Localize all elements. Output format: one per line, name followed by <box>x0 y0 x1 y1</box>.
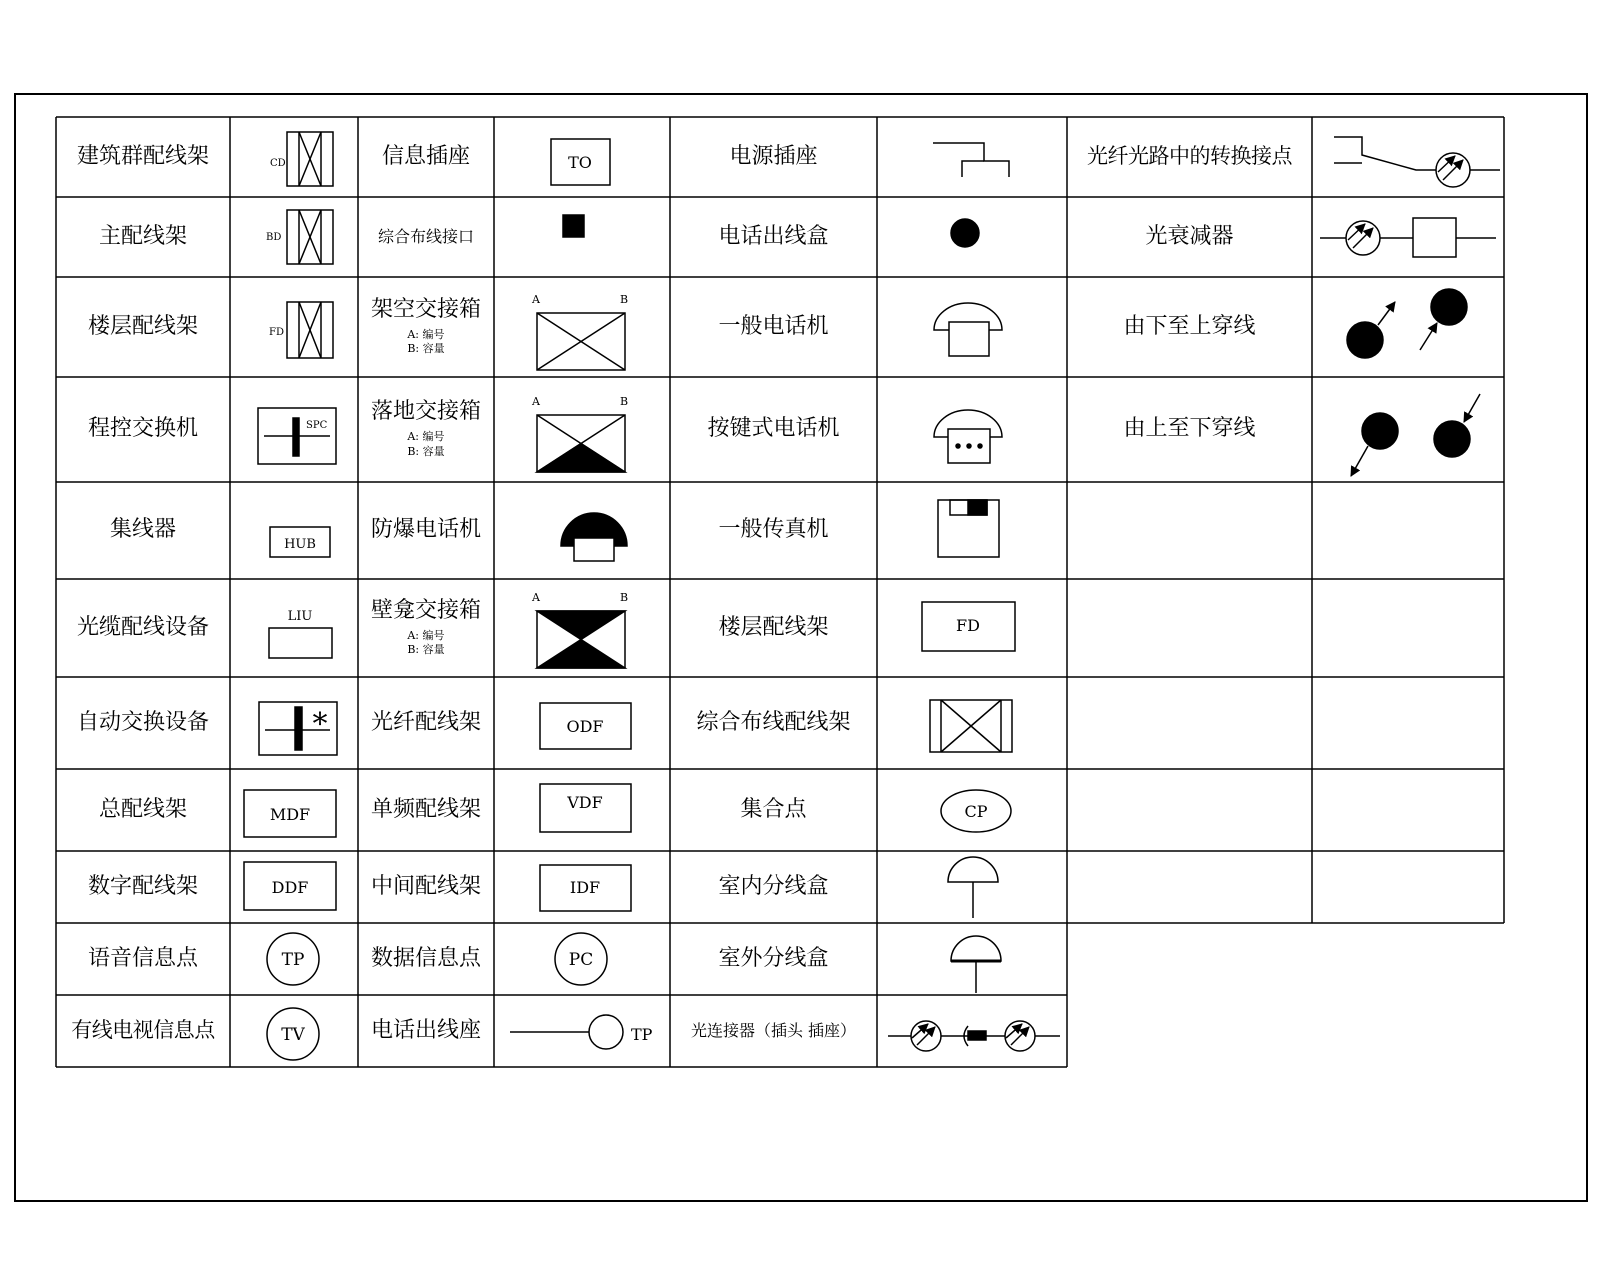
bd-text: BD <box>266 232 282 243</box>
fiber-transfer-icon <box>1334 137 1500 187</box>
cabling-interface-icon <box>563 215 584 237</box>
cd-distributor-icon <box>270 132 333 186</box>
fd-text: FD <box>269 327 284 338</box>
auto-switch-icon <box>259 702 337 755</box>
explosion-proof-phone-icon <box>561 513 627 561</box>
bd-distributor-icon <box>266 210 333 264</box>
hub-text: HUB <box>284 537 316 552</box>
overhead-box-title: 架空交接箱 <box>370 296 481 322</box>
liu-icon <box>269 609 332 658</box>
idf-text: IDF <box>569 878 601 897</box>
to-icon <box>551 139 610 185</box>
vdf-icon <box>540 784 631 832</box>
label-voice-point: 语音信息点 <box>87 945 198 971</box>
floor-box-title: 落地交接箱 <box>370 399 481 425</box>
mdf-icon <box>244 790 336 837</box>
phone-box-icon <box>951 219 979 247</box>
cp-text: CP <box>964 802 988 821</box>
label-ddf: 数字配线架 <box>87 873 198 899</box>
indoor-box-icon <box>948 857 998 918</box>
optical-attenuator-icon <box>1320 218 1496 257</box>
label-fiber-transfer-point: 光纤光路中的转换接点 <box>1087 144 1292 169</box>
label-data-point: 数据信息点 <box>370 945 481 971</box>
label-odf: 光纤配线架 <box>370 709 481 735</box>
label-wiring-downward: 由上至下穿线 <box>1123 416 1256 442</box>
label-cabling-distributor: 综合布线配线架 <box>696 709 851 735</box>
label-main-distributor: 主配线架 <box>98 223 187 249</box>
corner-a: A <box>532 395 540 408</box>
pc-text: PC <box>568 950 594 970</box>
fax-icon <box>938 500 999 557</box>
label-catv-point: 有线电视信息点 <box>71 1018 215 1043</box>
tv-icon <box>267 1008 319 1060</box>
wiring-downward-icon <box>1351 394 1480 476</box>
label-telephone: 一般电话机 <box>718 313 829 339</box>
note-a: A: 编号 <box>407 327 445 341</box>
label-phone-box: 电话出线盒 <box>718 223 829 249</box>
label-auto-switching: 自动交换设备 <box>76 709 209 735</box>
overhead-box-icon <box>531 293 628 370</box>
label-explosion-proof-phone: 防爆电话机 <box>370 517 481 543</box>
ddf-icon <box>244 862 336 910</box>
label-power-socket: 电源插座 <box>729 143 818 169</box>
ddf-text: DDF <box>271 878 309 897</box>
mdf-text: MDF <box>269 805 311 824</box>
vdf-text: VDF <box>567 793 603 812</box>
note-a: A: 编号 <box>407 430 445 444</box>
label-outdoor-box: 室外分线盒 <box>718 945 829 971</box>
label-idf: 中间配线架 <box>370 873 481 899</box>
label-floor-distributor-2: 楼层配线架 <box>718 614 829 640</box>
optical-connector-icon <box>888 1021 1060 1051</box>
niche-box-title: 壁龛交接箱 <box>370 597 481 623</box>
label-info-outlet: 信息插座 <box>381 143 470 169</box>
note-b: B: 容量 <box>407 643 445 657</box>
label-optical-connector: 光连接器（插头 插座） <box>690 1021 857 1041</box>
fd-distributor-icon <box>269 302 333 358</box>
fd-box-icon <box>922 602 1015 651</box>
to-text: TO <box>568 153 592 172</box>
cd-text: CD <box>270 158 286 169</box>
phone-outlet-icon <box>510 1015 653 1049</box>
liu-text: LIU <box>287 609 313 624</box>
label-spc-exchange: 程控交换机 <box>87 416 198 442</box>
label-cabling-interface: 综合布线接口 <box>377 227 474 247</box>
fd-box-text: FD <box>956 616 980 635</box>
wiring-upward-icon <box>1347 289 1467 358</box>
cabling-distributor-icon <box>930 700 1012 752</box>
corner-b: B <box>620 293 629 306</box>
label-indoor-box: 室内分线盒 <box>718 873 829 899</box>
label-building-distributor: 建筑群配线架 <box>76 143 209 169</box>
spc-exchange-icon <box>258 408 336 464</box>
outdoor-box-icon <box>951 936 1001 993</box>
label-phone-outlet: 电话出线座 <box>370 1017 481 1043</box>
label-mdf: 总配线架 <box>98 796 187 822</box>
corner-a: A <box>532 591 540 604</box>
keypad-telephone-icon <box>934 410 1002 463</box>
tv-text: TV <box>281 1025 305 1045</box>
odf-text: ODF <box>566 717 604 736</box>
label-fax: 一般传真机 <box>718 517 829 543</box>
label-wiring-upward: 由下至上穿线 <box>1123 313 1256 339</box>
corner-b: B <box>620 591 629 604</box>
telephone-icon <box>934 303 1002 356</box>
label-vdf: 单频配线架 <box>370 796 481 822</box>
idf-icon <box>540 865 631 911</box>
label-floor-distributor: 楼层配线架 <box>87 313 198 339</box>
label-optical-attenuator: 光衰减器 <box>1145 223 1234 249</box>
label-keypad-telephone: 按键式电话机 <box>707 416 840 442</box>
corner-a: A <box>532 293 540 306</box>
odf-icon <box>540 703 631 749</box>
spc-text: SPC <box>306 420 328 431</box>
tp-icon <box>267 933 319 985</box>
power-socket-icon <box>933 143 1009 177</box>
asterisk-text: * <box>312 707 328 742</box>
niche-box-icon <box>531 591 628 668</box>
tp-text: TP <box>281 950 305 970</box>
label-hub: 集线器 <box>109 517 176 543</box>
tp-outlet-text: TP <box>631 1025 653 1044</box>
floor-box-icon <box>531 395 628 472</box>
label-fiber-cable-equipment: 光缆配线设备 <box>76 614 209 640</box>
note-b: B: 容量 <box>407 342 445 356</box>
note-a: A: 编号 <box>407 628 445 642</box>
hub-icon <box>270 527 330 557</box>
cp-icon <box>941 790 1011 832</box>
corner-b: B <box>620 395 629 408</box>
pc-icon <box>555 933 607 985</box>
note-b: B: 容量 <box>407 444 445 458</box>
label-consolidation-point: 集合点 <box>740 796 807 822</box>
